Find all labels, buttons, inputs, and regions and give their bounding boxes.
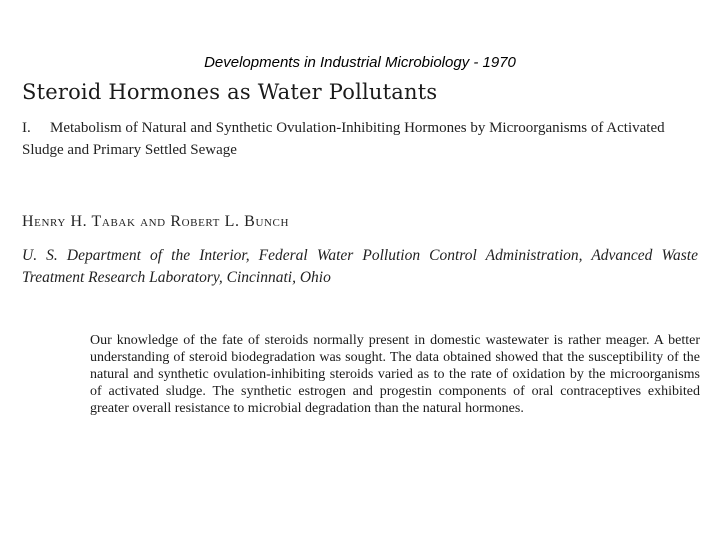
article-abstract: Our knowledge of the fate of steroids normally present in domestic wastewater is rather meager. A better understanding of steroid biodegradation was sought. The data obtained showed that the susceptibility of the natural and synthetic ovulation-inhibiting steroids varied as to the rate of oxidation by the microorganisms of activated sludge. The synthetic estrogen and progestin components of oral contraceptives exhibited greater overall resistance to microbial degradation than the natural hormones. [90,333,700,416]
article-title: Steroid Hormones as Water Pollutants [22,80,438,104]
part-number: I. [22,120,31,136]
article-subtitle [22,117,694,161]
article-authors: Henry H. Tabak and Robert L. Bunch [22,213,290,230]
author-affiliation: U. S. Department of the Interior, Federal Water Pollution Control Administration, Advanced Waste Treatment Research Laboratory, Cincinnati, Ohio [22,247,698,286]
journal-header: Developments in Industrial Microbiology - 1970 [204,54,516,71]
subtitle-text: Metabolism of Natural and Synthetic Ovulation-Inhibiting Hormones by Microorganisms of Activated Sludge and Primary Settled Sewage [22,120,665,158]
